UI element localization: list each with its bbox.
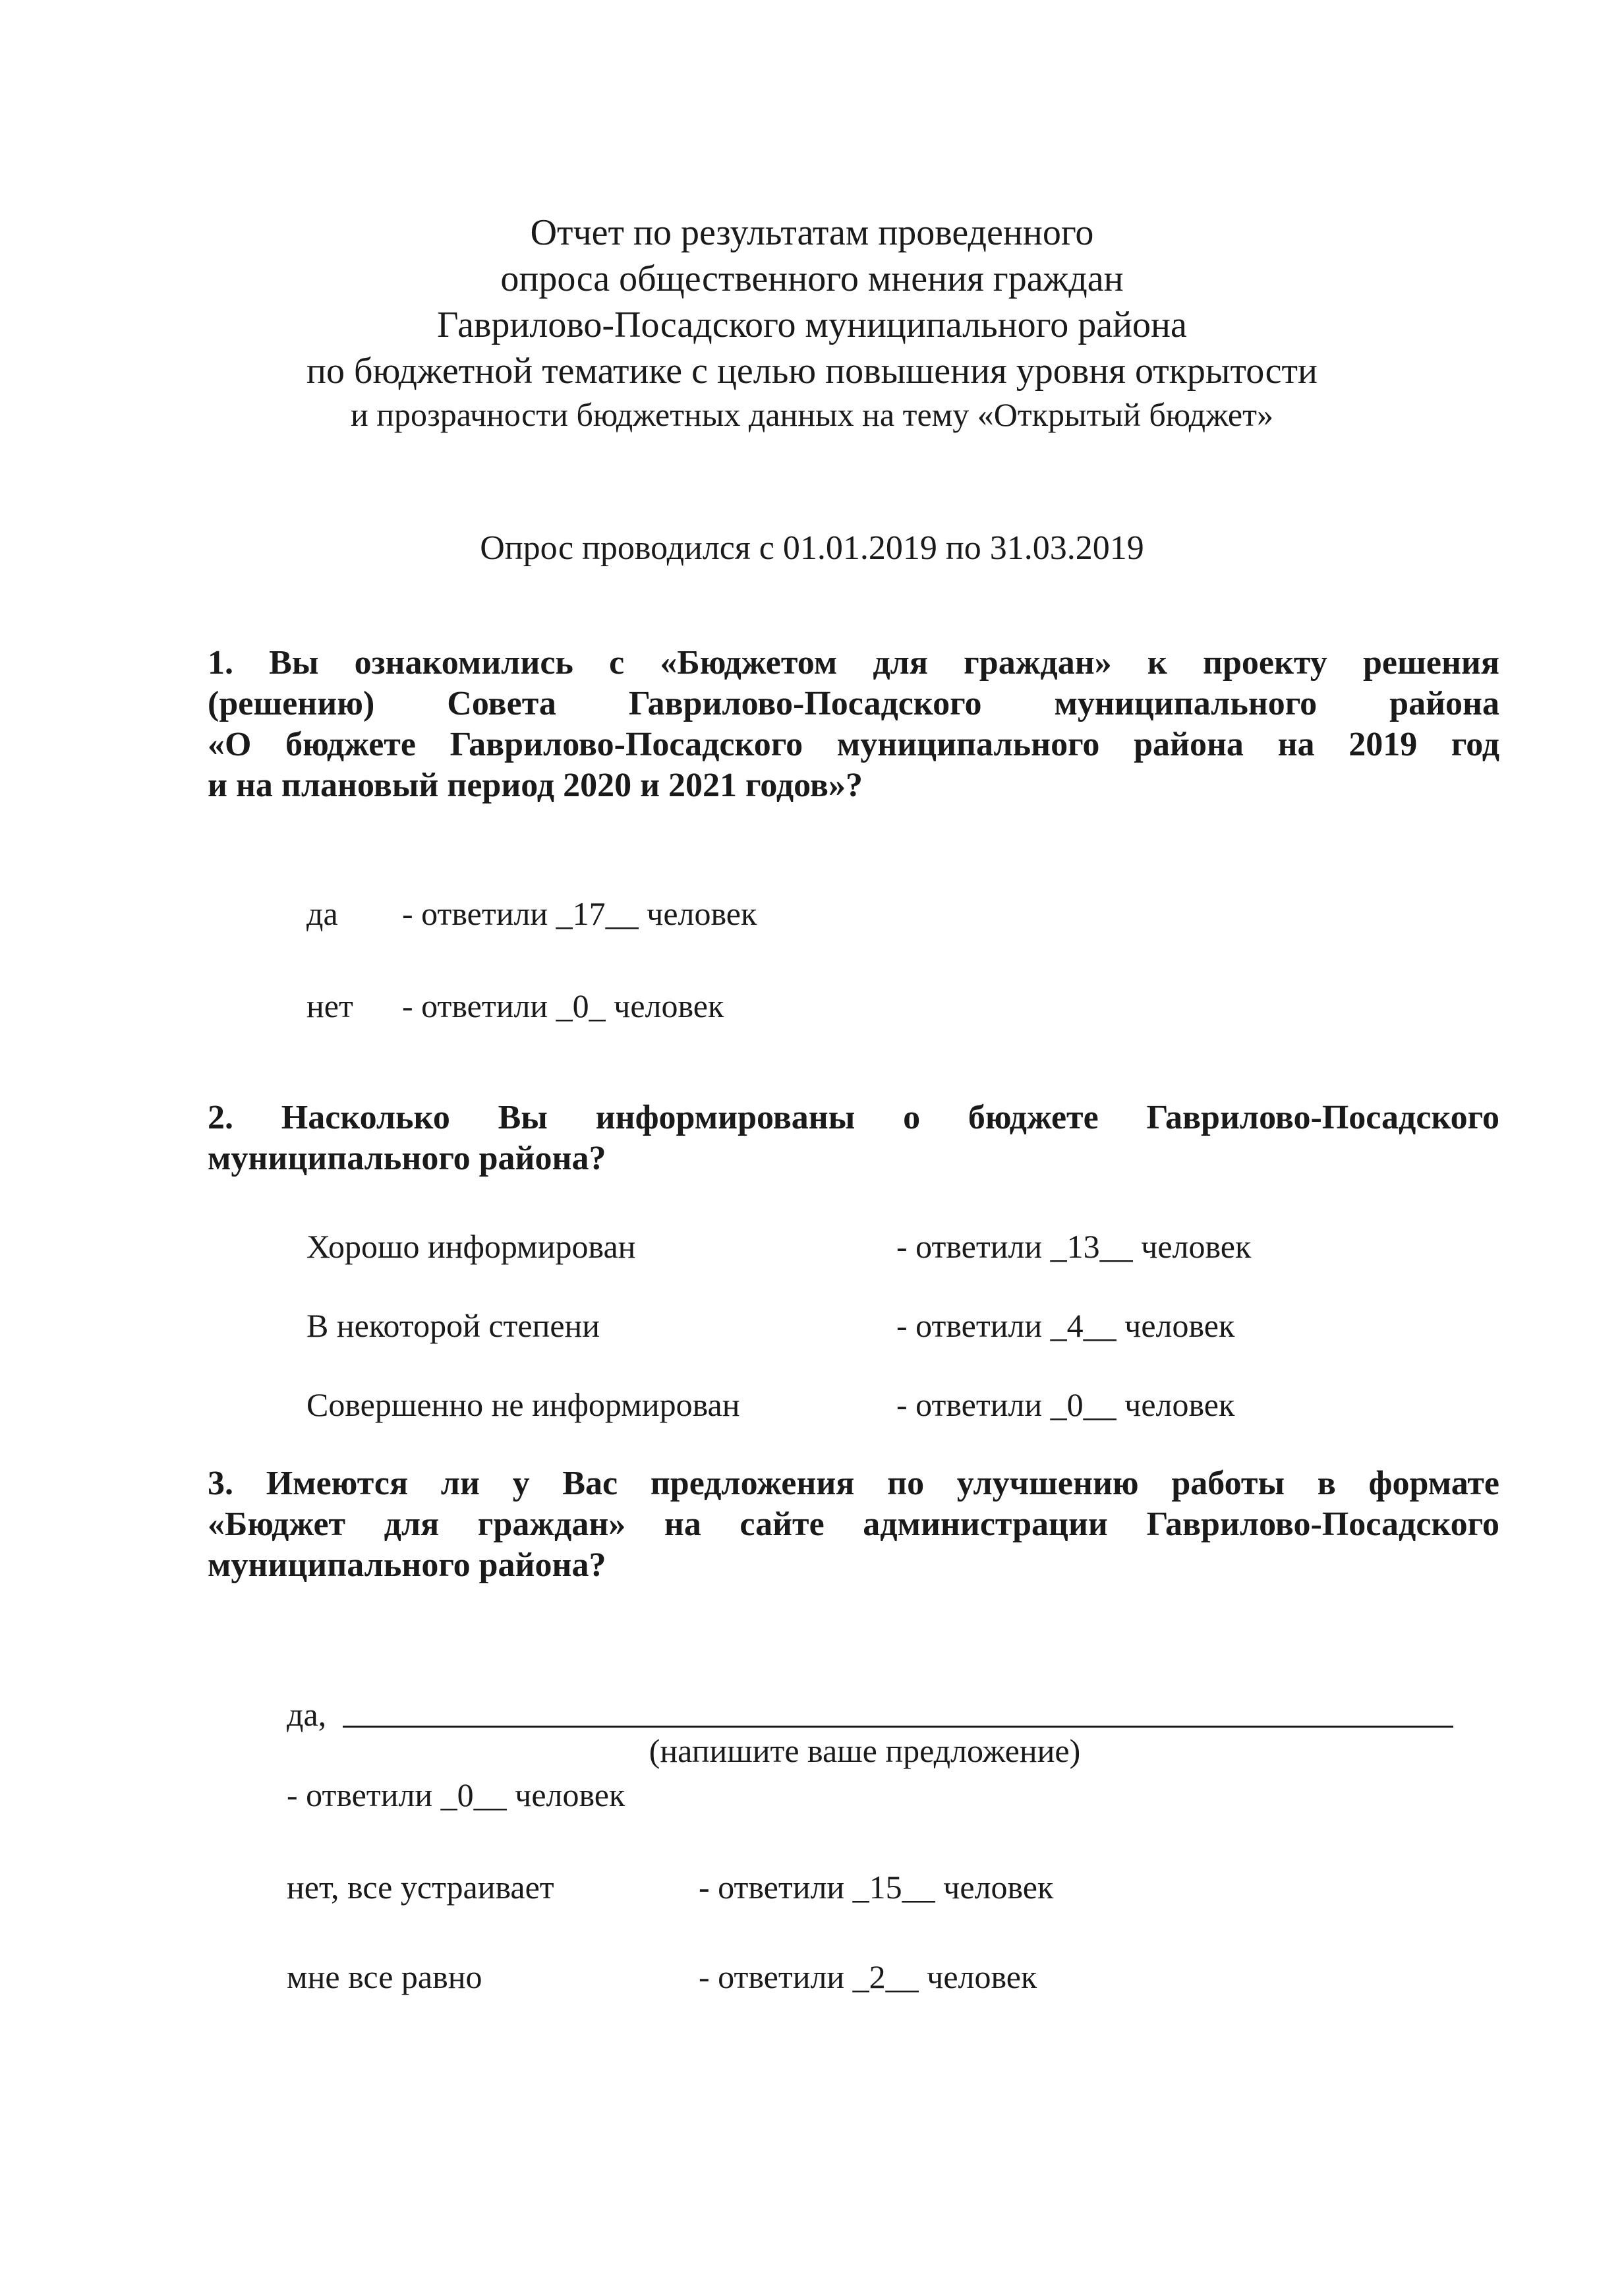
question-2 bbox=[208, 1097, 1499, 1179]
title-line: по бюджетной тематике с целью повышения уровня открытости bbox=[306, 351, 1318, 392]
answer-count: - ответили _4__ человек bbox=[896, 1307, 1235, 1344]
question-line: муниципального района? bbox=[208, 1140, 606, 1177]
question-1 bbox=[208, 643, 1499, 806]
title-line: опроса общественного мнения граждан bbox=[500, 258, 1124, 299]
answer-label: В некоторой степени bbox=[306, 1307, 600, 1344]
answer-label: мне все равно bbox=[287, 1958, 482, 1995]
answer-count: - ответили _13__ человек bbox=[896, 1228, 1252, 1265]
answer-count: - ответили _0__ человек bbox=[287, 1776, 625, 1813]
answer-label: да bbox=[306, 895, 338, 932]
question-line: и на плановый период 2020 и 2021 годов»? bbox=[208, 767, 863, 804]
answer-count: - ответили _0__ человек bbox=[896, 1386, 1235, 1423]
answer-count: - ответили _0_ человек bbox=[402, 987, 724, 1024]
question-line: 1. Вы ознакомились с «Бюджетом для граждан» к проекту решения bbox=[208, 644, 1499, 682]
answer-count: - ответили _17__ человек bbox=[402, 895, 757, 932]
answer-label: да, bbox=[287, 1696, 327, 1733]
question-line: муниципального района? bbox=[208, 1546, 606, 1584]
title-line: Отчет по результатам проведенного bbox=[530, 212, 1094, 253]
title-line: Гаврилово-Посадского муниципального района bbox=[437, 305, 1187, 345]
suggestion-blank-line bbox=[343, 1726, 1453, 1728]
survey-period: Опрос проводился с 01.01.2019 по 31.03.2019 bbox=[480, 529, 1144, 567]
question-line: (решению) Совета Гаврилово-Посадского муниципального района bbox=[208, 685, 1499, 722]
report-title bbox=[0, 210, 1624, 435]
question-line: «О бюджете Гаврилово-Посадского муниципального района на 2019 год bbox=[208, 726, 1499, 763]
answer-label: нет, все устраивает bbox=[287, 1869, 554, 1906]
question-line: 3. Имеются ли у Вас предложения по улучшению работы в формате bbox=[208, 1465, 1499, 1502]
answer-count: - ответили _15__ человек bbox=[699, 1869, 1054, 1906]
answer-label: нет bbox=[306, 987, 353, 1024]
question-line: «Бюджет для граждан» на сайте администрации Гаврилово-Посадского bbox=[208, 1505, 1499, 1543]
title-line: и прозрачности бюджетных данных на тему «Открытый бюджет» bbox=[351, 396, 1273, 433]
answer-count: - ответили _2__ человек bbox=[699, 1958, 1037, 1995]
question-line: 2. Насколько Вы информированы о бюджете Гаврилово-Посадского bbox=[208, 1099, 1499, 1136]
question-3 bbox=[208, 1463, 1499, 1586]
suggestion-hint: (напишите ваше предложение) bbox=[649, 1732, 1081, 1769]
answer-label: Хорошо информирован bbox=[306, 1228, 636, 1265]
answer-label: Совершенно не информирован bbox=[306, 1386, 740, 1423]
